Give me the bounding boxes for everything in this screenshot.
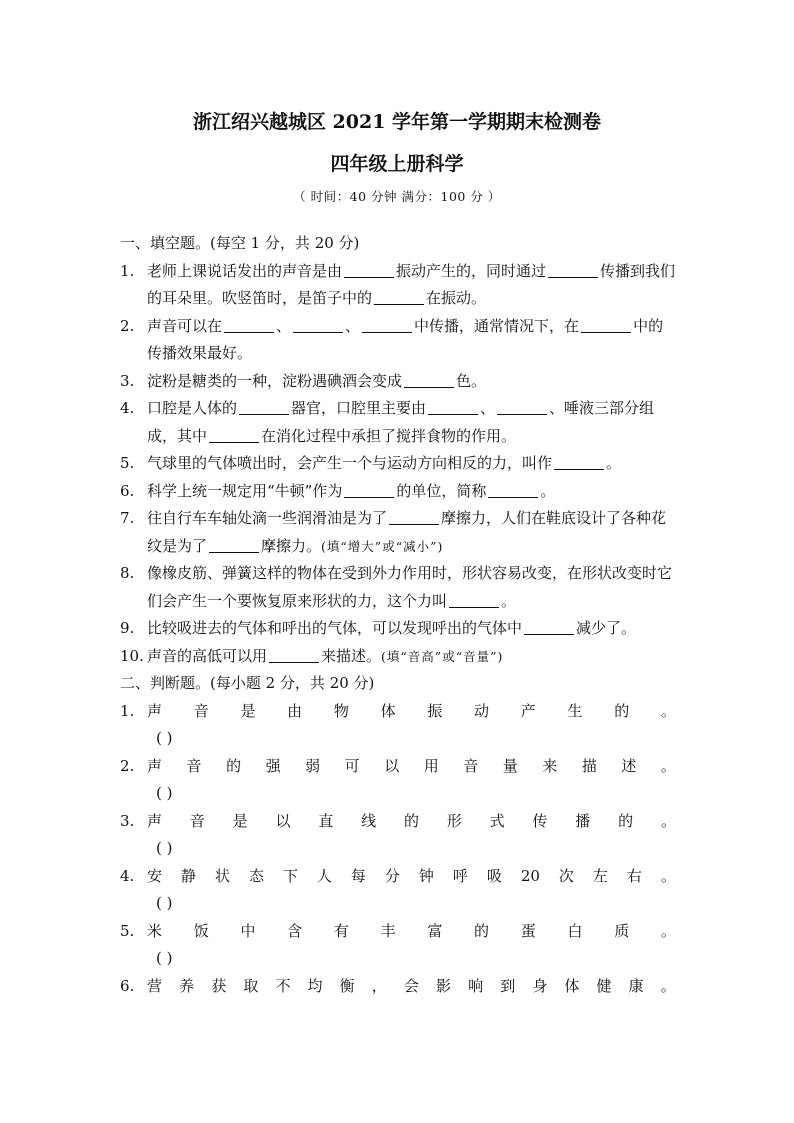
question-text: 。 [501,591,517,610]
question-char: 用 [423,756,439,775]
answer-blank[interactable] [293,317,343,333]
question-char: 。 [660,976,676,995]
question-text: 器官，口腔里主要由 [291,399,427,417]
fill-question [120,615,676,643]
fill-question [120,560,676,615]
question-number: 8. [120,564,135,582]
question-number: 4. [120,399,135,417]
question-char: 钟 [418,866,434,885]
fill-question [120,478,676,506]
judgment-question [120,753,676,808]
judgment-question [120,698,676,753]
question-text: 、唾液三部分组成，其中 [147,399,655,445]
question-char: 会 [403,976,419,995]
fill-question [120,368,676,396]
question-text: 比较吸进去的气体和呼出的气体，可以发现呼出的气体中 [147,619,523,637]
question-char: 饭 [193,921,209,940]
question-number: 3. [120,811,135,830]
answer-blank[interactable] [344,482,394,498]
question-text [147,863,676,891]
question-char: 以 [275,811,291,830]
question-number: 2. [120,756,135,775]
question-text: 气球里的气体喷出时，会产生一个与运动方向相反的力，叫作 [147,454,553,472]
question-char: 状 [214,866,230,885]
question-char: 动 [474,701,490,720]
question-char: 音 [186,756,202,775]
question-char: 养 [179,976,195,995]
question-char: 取 [243,976,259,995]
question-char: ， [371,976,387,995]
question-char: 安 [147,866,163,885]
question-char: 营 [147,976,163,995]
question-char: 下 [282,866,298,885]
exam-title: 浙江绍兴越城区 2021 学年第一学期期末检测卷 [192,111,602,133]
question-char: 描 [581,756,597,775]
question-number: 6. [120,481,135,500]
question-char: 次 [558,866,574,885]
question-text: 摩擦力，人们在鞋底设计了各种花纹是为了 [147,509,667,555]
question-text: 中传播，通常情况下，在 [414,316,580,335]
question-text: 色。 [456,371,487,390]
question-char: 生 [567,701,583,720]
question-text: 传播到我们的耳朵里。吹竖笛时，是笛子中的 [147,261,676,307]
question-char: 声 [147,811,163,830]
answer-blank[interactable] [344,262,394,278]
answer-blank[interactable] [488,482,538,498]
question-text: 中的传播效果最好。 [147,316,664,362]
question-text: 声音的高低可以用 [147,646,268,665]
question-char: 到 [500,976,516,995]
question-text: 在消化过程中承担了搅拌食物的作用。 [261,426,517,445]
answer-parentheses[interactable]: ( ) [156,784,173,802]
question-text: 声音可以在 [147,316,223,335]
question-char: 均 [307,976,323,995]
question-char: 弱 [305,756,321,775]
question-text: 。 [606,454,622,472]
question-char: 白 [567,921,583,940]
question-number: 4. [120,866,135,885]
question-text: 淀粉是糖类的一种，淀粉遇碘酒会变成 [147,371,403,390]
answer-blank[interactable] [404,372,454,388]
question-char: 中 [240,921,256,940]
question-char: 由 [287,701,303,720]
question-number: 1. [120,261,135,280]
question-char: 是 [232,811,248,830]
answer-parentheses[interactable]: ( ) [156,839,173,857]
fill-question [120,313,676,368]
question-hint: (填“音高”或“音量”) [381,648,504,664]
fill-question [120,643,676,671]
question-char: 声 [147,701,163,720]
question-char: 述 [621,756,637,775]
question-text: 、 [345,316,361,335]
question-char: 丰 [380,921,396,940]
question-char: 蛋 [520,921,536,940]
answer-blank[interactable] [428,399,478,415]
question-number: 5. [120,454,135,472]
question-text: 科学上统一规定用“牛顿”作为 [147,481,343,500]
question-char: 播 [575,811,591,830]
question-number: 2. [120,316,135,335]
question-char: 不 [275,976,291,995]
question-number: 1. [120,701,135,720]
question-char: 的 [403,811,419,830]
question-char: 每 [350,866,366,885]
question-char: 的 [226,756,242,775]
question-text: 像橡皮筋、弹簧这样的物体在受到外力作用时，形状容易改变，在形状改变时它们会产生一个要恢复原来形状的力，这个力叫 [147,564,673,610]
answer-blank[interactable] [362,317,412,333]
question-number: 7. [120,509,135,527]
question-char: 振 [427,701,443,720]
question-char: 静 [180,866,196,885]
question-char: 体 [380,701,396,720]
question-char: 。 [660,701,676,720]
section2-heading: 二、判断题。(每小题 2 分，共 20 分) [120,674,375,692]
question-text: 往自行车车轴处滴一些润滑油是为了 [147,509,388,527]
fill-in-questions [120,258,676,671]
answer-parentheses[interactable]: ( ) [156,894,173,912]
question-char: 体 [564,976,580,995]
question-char: 获 [211,976,227,995]
question-char: 米 [147,921,163,940]
question-text: 减少了。 [576,619,637,637]
question-char: 式 [489,811,505,830]
answer-blank[interactable] [209,427,259,443]
exam-content [120,230,676,1000]
question-text [147,973,676,1001]
judgment-question [120,863,676,918]
question-text [147,698,676,726]
question-char: 传 [532,811,548,830]
answer-blank[interactable] [239,399,289,415]
answer-blank[interactable] [209,537,259,553]
question-text [147,918,676,946]
section1-heading: 一、填空题。(每空 1 分，共 20 分) [120,234,360,252]
answer-parentheses[interactable]: ( ) [156,949,173,967]
question-char: 的 [618,811,634,830]
question-char: 来 [542,756,558,775]
question-char: 富 [427,921,443,940]
question-char: 物 [333,701,349,720]
question-text: 振动产生的，同时通过 [396,261,547,280]
question-char: 康 [628,976,644,995]
question-char: 响 [468,976,484,995]
question-char: 衡 [339,976,355,995]
fill-question [120,395,676,450]
question-char: 20 [520,866,540,885]
question-text [147,753,676,781]
question-char: 健 [596,976,612,995]
judgment-question [120,918,676,973]
question-char: 量 [502,756,518,775]
question-char: 。 [660,756,676,775]
question-char: 人 [316,866,332,885]
answer-blank[interactable] [449,592,499,608]
question-char: 强 [265,756,281,775]
question-char: 态 [248,866,264,885]
exam-subtitle: 四年级上册科学 [330,153,464,175]
question-char: 是 [240,701,256,720]
answer-blank[interactable] [581,317,631,333]
question-text: 在振动。 [426,289,487,307]
question-number: 6. [120,976,135,995]
question-text: 口腔是人体的 [147,399,238,417]
question-char: 质 [614,921,630,940]
judgment-question [120,973,676,1001]
question-char: 吸 [486,866,502,885]
fill-question [120,450,676,478]
question-text: 摩擦力。 [261,536,322,555]
question-text [147,808,676,836]
answer-parentheses[interactable]: ( ) [156,729,173,747]
fill-question [120,258,676,313]
question-text: 。 [540,481,556,500]
answer-blank[interactable] [524,619,574,635]
question-char: 产 [520,701,536,720]
question-number: 5. [120,921,135,940]
question-char: 左 [592,866,608,885]
question-number: 3. [120,371,135,390]
judgment-questions [120,698,676,1001]
question-char: 形 [446,811,462,830]
question-number: 9. [120,619,135,637]
question-char: 的 [474,921,490,940]
question-char: 以 [384,756,400,775]
question-hint: (填“增大”或“减小”) [321,538,444,554]
question-text: 、 [276,316,292,335]
question-char: 。 [660,866,676,885]
question-char: 声 [147,756,163,775]
question-char: 线 [361,811,377,830]
question-char: 的 [614,701,630,720]
question-text: 、 [480,399,496,417]
question-text: 的单位，简称 [396,481,487,500]
question-char: 身 [532,976,548,995]
question-char: 音 [193,701,209,720]
answer-blank[interactable] [548,262,598,278]
question-char: 有 [333,921,349,940]
question-char: 。 [660,811,676,830]
question-number: 10. [120,646,144,665]
answer-blank[interactable] [224,317,274,333]
question-char: 呼 [452,866,468,885]
fill-question [120,505,676,560]
question-char: 直 [318,811,334,830]
question-char: 分 [384,866,400,885]
question-char: 可 [344,756,360,775]
question-char: 音 [463,756,479,775]
judgment-question [120,808,676,863]
question-char: 含 [287,921,303,940]
question-text: 老师上课说话发出的声音是由 [147,261,343,280]
answer-blank[interactable] [269,647,319,663]
question-text: 来描述。 [321,646,382,665]
question-char: 影 [435,976,451,995]
question-char: 。 [660,921,676,940]
question-char: 右 [626,866,642,885]
answer-blank[interactable] [374,289,424,305]
answer-blank[interactable] [497,399,547,415]
answer-blank[interactable] [554,454,604,470]
question-char: 音 [189,811,205,830]
answer-blank[interactable] [389,509,439,525]
exam-meta: （ 时间：40 分钟 满分：100 分 ） [293,189,501,204]
